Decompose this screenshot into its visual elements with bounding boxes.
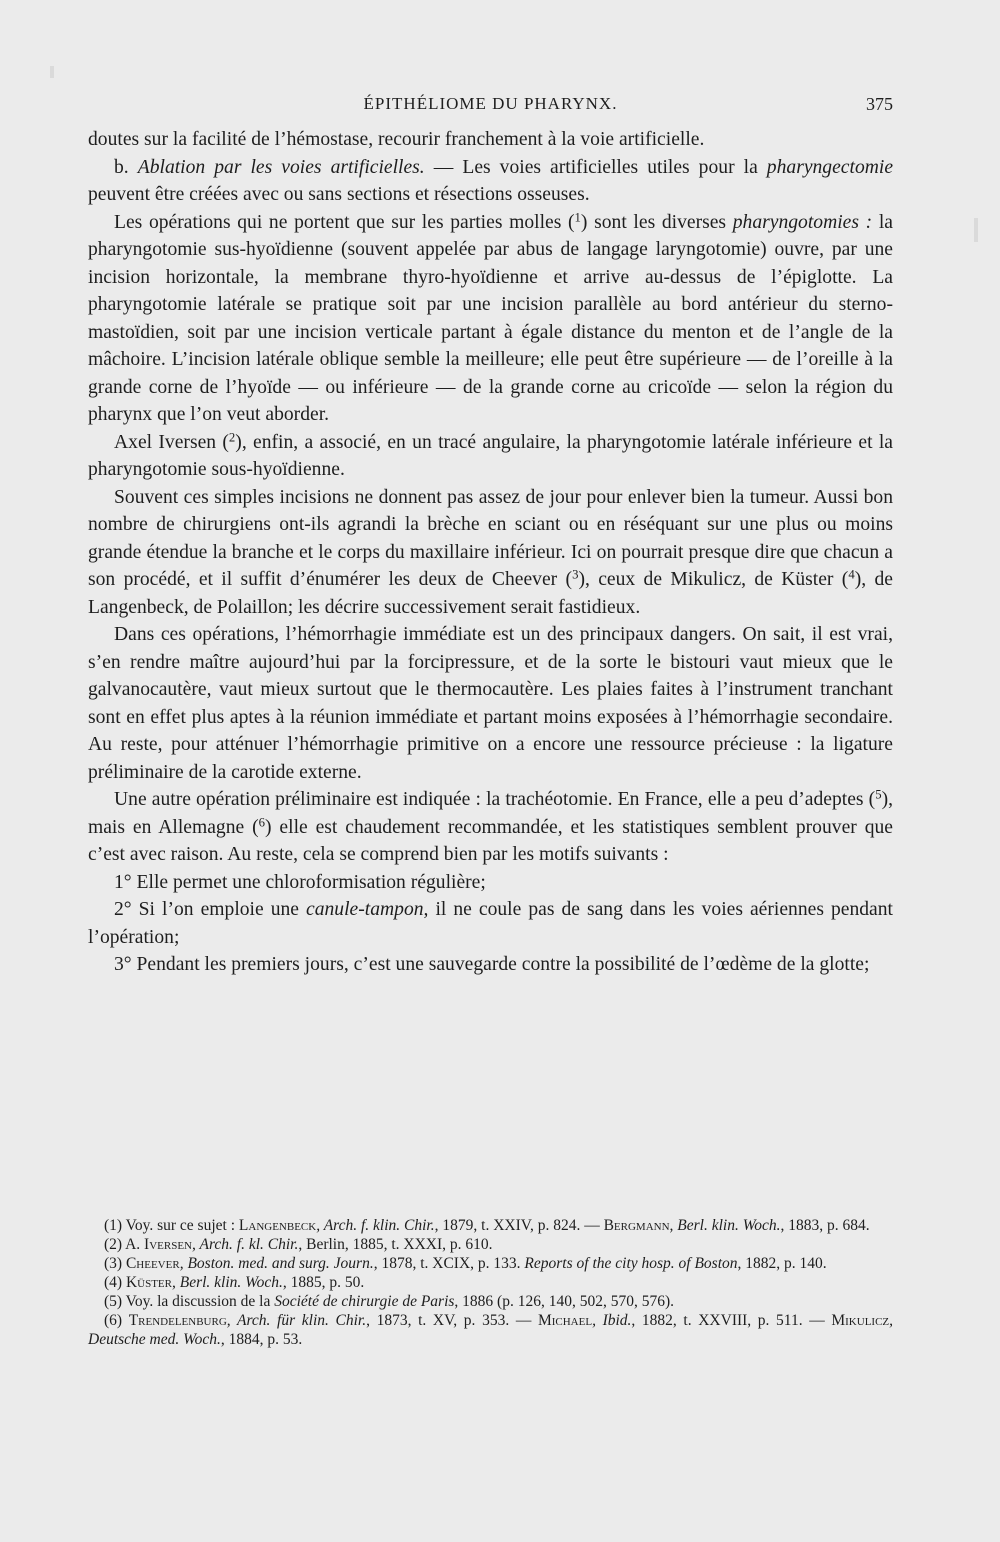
italic-term: canule-tampon, — [306, 899, 429, 920]
footnote — [88, 1311, 893, 1349]
footnote-ref: 6 — [258, 815, 265, 830]
footnotes — [88, 1216, 893, 1349]
text-run: , 1873, t. XV, p. 353. — — [366, 1312, 538, 1329]
text-run: , 1882, t. XXVIII, p. 511. — — [631, 1312, 832, 1329]
author-name: Küster — [125, 1274, 172, 1291]
journal-title: , Ibid. — [592, 1312, 632, 1329]
italic-term: pharyngectomie — [766, 156, 894, 178]
text-run: doutes sur la facilité de l’hémostase, recourir franchement à la voie artificielle. — [88, 129, 705, 150]
journal-title: , Deutsche med. Woch. — [88, 1312, 894, 1348]
journal-title: , Arch. f. kl. Chir. — [192, 1236, 299, 1253]
journal-title: , Arch. für klin. Chir. — [226, 1312, 367, 1329]
author-name: Bergmann — [603, 1217, 670, 1234]
text-run: Les opérations qui ne portent que sur les parties molles ( — [114, 211, 575, 233]
text-run: la pharyngotomie sus-hyoïdienne (souvent appelée par abus de langage laryngotomie) ouvre, par une incision horizontale, la membrane thyro-hyoïdienne et arrive au-dessus de l’épiglotte. La pharyngotomie latérale se pratique soit par une incision parallèle au bord antérieur du sterno-mastoïdien, soit par une incision verticale partant à égale distance du menton et de l’angle de la mâchoire. L’incision latérale oblique semble la meilleure; elle peut être supérieure — de l’oreille à la grande corne de l’hyoïde — ou inférieure — de la grande corne au cricoïde — selon la région du pharynx que l’on veut aborder. — [88, 211, 893, 425]
text-run: (1) Voy. sur ce sujet : — [104, 1217, 239, 1234]
footnote-ref: 5 — [875, 787, 882, 802]
text-run: ) sont les diverses — [580, 211, 733, 233]
text-run: , 1883, p. 684. — [780, 1217, 870, 1234]
text-run: 3° Pendant les premiers jours, c’est une sauvegarde contre la possibilité de l’œdème de la glotte; — [114, 954, 870, 975]
footnote — [88, 1273, 893, 1292]
footnote — [88, 1235, 893, 1254]
text-run: , Berlin, 1885, t. XXXI, p. 610. — [298, 1236, 493, 1253]
page-edge-mark — [974, 218, 978, 242]
text-run: 2° Si l’on emploie une — [114, 899, 307, 920]
text-run: (3) — [104, 1255, 126, 1272]
journal-title: , Berl. klin. Woch. — [171, 1274, 283, 1291]
paragraph — [88, 429, 893, 484]
text-run: , 1882, p. 140. — [737, 1255, 827, 1272]
journal-title: , Berl. klin. Woch. — [669, 1217, 781, 1234]
text-run: ), mais en Allemagne ( — [88, 789, 893, 838]
text-run: Dans ces opérations, l’hémorrhagie immédiate est un des principaux dangers. On sait, il est vrai, s’en rendre maître aujourd’hui par la forcipressure, et de la sorte le bistouri vaut mieux que le galvanocautère, vaut mieux surtout que le thermocautère. Les plaies faites à l’instrument tranchant sont en effet plus aptes à la réunion immédiate et partant moins exposées à l’hémorrhagie secondaire. Au reste, pour atténuer l’hémorrhagie primitive on a encore une ressource précieuse : la ligature préliminaire de la carotide externe. — [88, 624, 893, 783]
paragraph — [88, 621, 893, 786]
text-run: b. — [114, 156, 138, 178]
page-number: 375 — [866, 94, 893, 114]
footnote-ref: 3 — [572, 567, 579, 582]
journal-title: Reports of the city hosp. of Boston — [524, 1255, 738, 1272]
page-header — [88, 94, 893, 118]
paragraph — [88, 786, 893, 869]
footnote — [88, 1216, 893, 1235]
paragraph — [88, 126, 893, 154]
footnote-ref: 2 — [228, 430, 236, 445]
text-run: 1° Elle permet une chloroformisation régulière; — [114, 871, 486, 893]
text-run: Axel Iversen ( — [114, 431, 229, 453]
running-title: ÉPITHÉLIOME DU PHARYNX. — [363, 94, 618, 113]
text-run: (4) — [104, 1274, 126, 1291]
text-run: (2) A. — [104, 1236, 145, 1253]
journal-title: Société de chirurgie de Paris — [274, 1293, 455, 1310]
text-run: (6) — [104, 1312, 129, 1329]
paragraph — [88, 209, 893, 429]
text-run: , 1885, p. 50. — [282, 1274, 365, 1291]
author-name: Michael — [537, 1312, 593, 1329]
text-run: (5) Voy. la discussion de la — [104, 1293, 275, 1310]
text-run: ), de Langenbeck, de Polaillon; les décrire successivement serait fastidieux. — [88, 569, 893, 618]
footnote-ref: 1 — [574, 210, 581, 225]
author-name: Trendelenburg — [128, 1312, 227, 1329]
journal-title: , Boston. med. and surg. Journ. — [179, 1255, 374, 1272]
text-run: Une autre opération préliminaire est indiquée : la trachéotomie. En France, elle a peu d’adeptes ( — [114, 789, 876, 810]
list-item — [88, 951, 893, 979]
italic-term: pharyngotomies : — [732, 211, 873, 233]
paragraph — [88, 154, 893, 209]
text-run: , 1878, t. XCIX, p. 133. — [373, 1255, 525, 1272]
page-edge-mark — [50, 66, 54, 78]
author-name: Cheever — [125, 1255, 180, 1272]
text-run: , 1886 (p. 126, 140, 502, 570, 576). — [454, 1293, 674, 1310]
list-item — [88, 869, 893, 897]
list-item — [88, 896, 893, 951]
journal-title: , Arch. f. klin. Chir. — [316, 1217, 435, 1234]
main-text — [88, 126, 893, 979]
text-run: ), enfin, a associé, en un tracé angulaire, la pharyngotomie latérale inférieure et la pharyngotomie sous-hyoïdienne. — [88, 431, 893, 480]
text-run: — Les voies artificielles utiles pour la — [424, 156, 767, 178]
text-run: , 1879, t. XXIV, p. 824. — — [434, 1217, 604, 1234]
text-run: Souvent ces simples incisions ne donnent pas assez de jour pour enlever bien la tumeur. Aussi bon nombre de chirurgiens ont-ils agrandi la brèche en sciant ou en réséquant sur une plus ou moins grande étendue la branche et le corps du maxillaire inférieur. Ici on pourrait presque dire que chacun a son procédé, et il suffit d’énumérer les deux de Cheever ( — [88, 486, 893, 590]
text-run: ) elle est chaudement recommandée, et les statistiques semblent prouver que c’est avec raison. Au reste, cela se comprend bien par les motifs suivants : — [88, 816, 893, 865]
author-name: Langenbeck — [238, 1217, 317, 1234]
footnote — [88, 1254, 893, 1273]
text-run: peuvent être créées avec ou sans sections et résections osseuses. — [88, 184, 590, 205]
footnote-ref: 4 — [848, 567, 855, 582]
footnote — [88, 1292, 893, 1311]
text-run: ), ceux de Mikulicz, de Küster ( — [578, 569, 849, 590]
text-run: il ne coule pas de sang dans les voies aériennes pendant l’opération; — [88, 899, 893, 948]
text-run: , 1884, p. 53. — [220, 1331, 303, 1348]
author-name: Mikulicz — [831, 1312, 890, 1329]
paragraph — [88, 484, 893, 622]
italic-heading: Ablation par les voies artificielles. — [137, 156, 425, 178]
author-name: Iversen — [144, 1236, 192, 1253]
